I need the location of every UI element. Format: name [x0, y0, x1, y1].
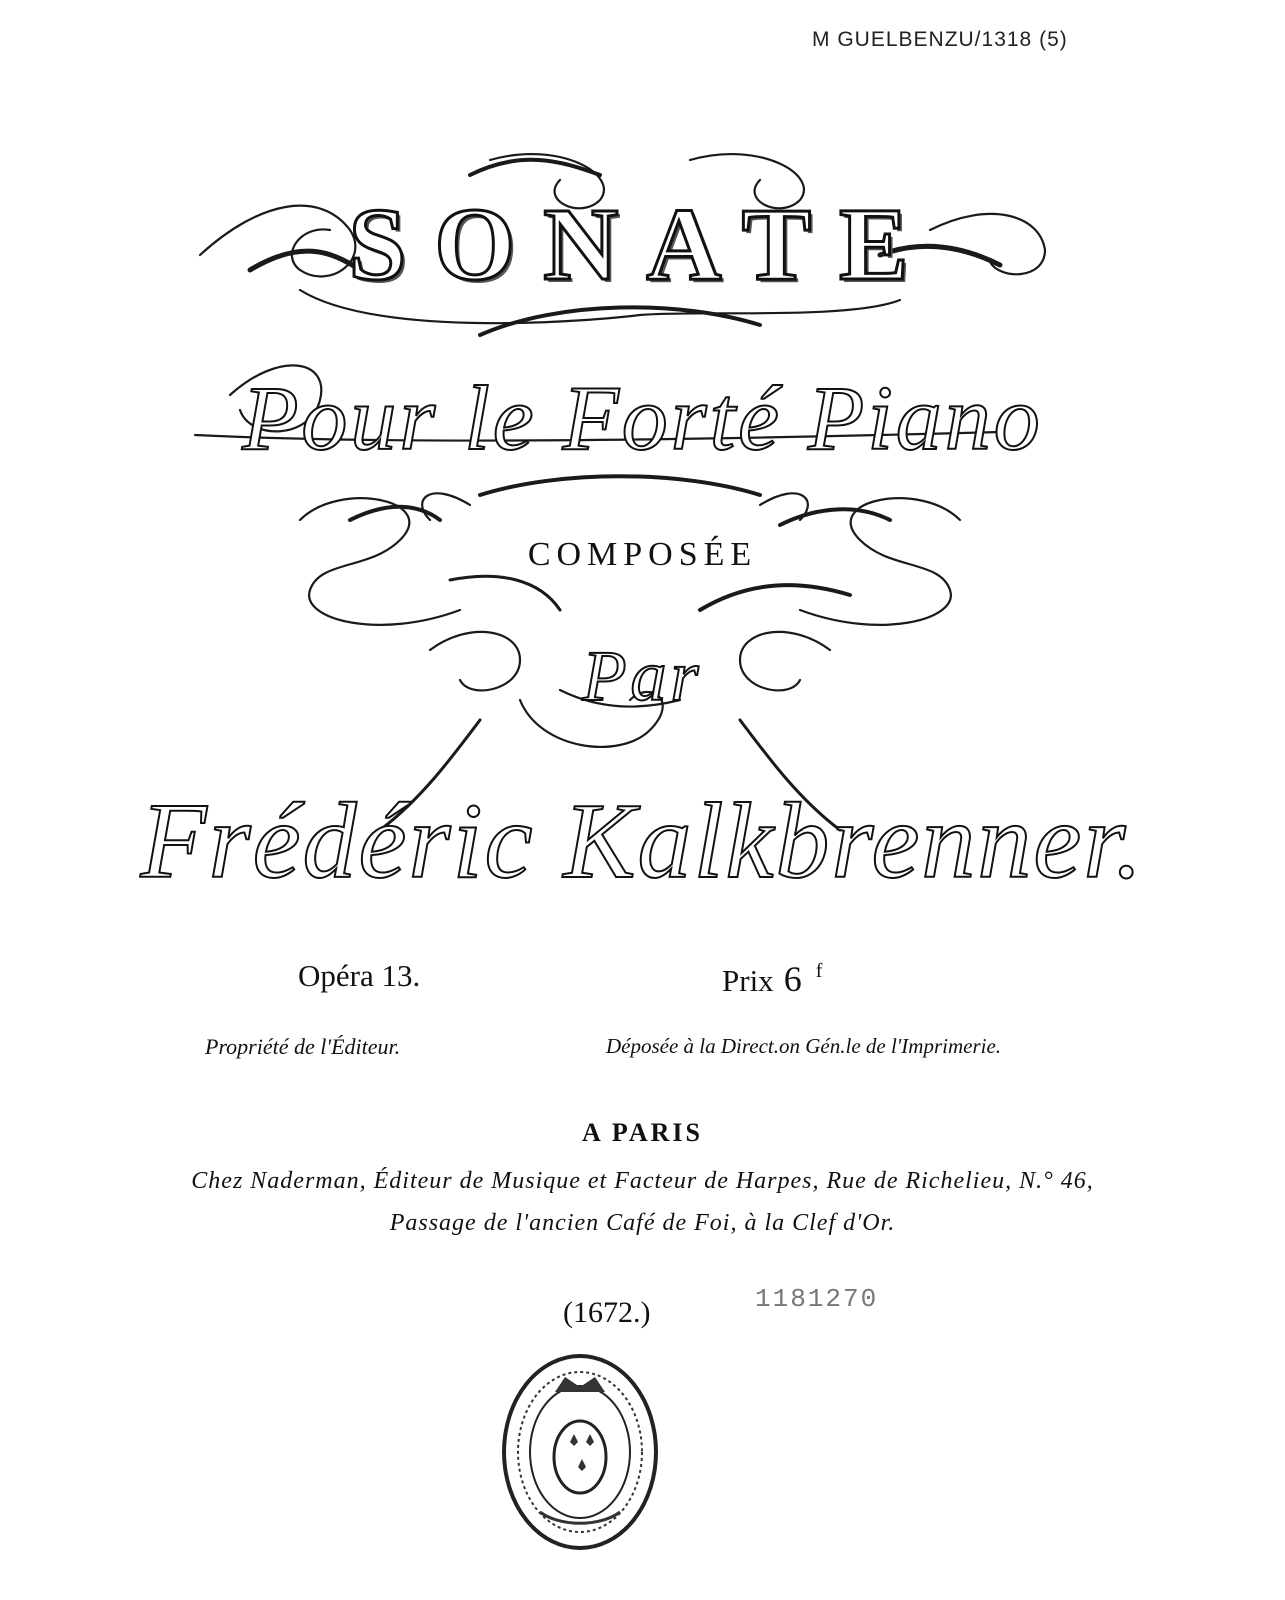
page-title: SONATE: [348, 187, 937, 302]
price-unit: f: [815, 960, 823, 982]
deposit-notice: Déposée à la Direct.on Gén.le de l'Imprimerie.: [606, 1034, 1002, 1058]
composer-name: Frédéric Kalkbrenner.: [140, 782, 1145, 901]
price-value: 6: [783, 959, 802, 999]
plate-number: (1672.): [563, 1296, 651, 1329]
shelf-mark: 1181270: [755, 1284, 879, 1314]
by-label: Par: [582, 636, 703, 716]
library-seal-stamp: [500, 1352, 660, 1552]
publisher-line-1: Chez Naderman, Éditeur de Musique et Facteur de Harpes, Rue de Richelieu, N.° 46,: [191, 1168, 1094, 1194]
composed-label: COMPOSÉE: [527, 536, 758, 573]
price: [722, 958, 822, 1000]
opus-number: Opéra 13.: [298, 958, 421, 993]
price-label: Prix: [722, 963, 774, 998]
publisher-line-2: Passage de l'ancien Café de Foi, à la Clef d'Or.: [389, 1210, 896, 1236]
city-label: A PARIS: [582, 1118, 703, 1147]
subtitle: Pour le Forté Piano: [242, 367, 1043, 469]
call-number: M GUELBENZU/1318 (5): [812, 28, 1068, 51]
property-notice: Propriété de l'Éditeur.: [205, 1034, 401, 1059]
